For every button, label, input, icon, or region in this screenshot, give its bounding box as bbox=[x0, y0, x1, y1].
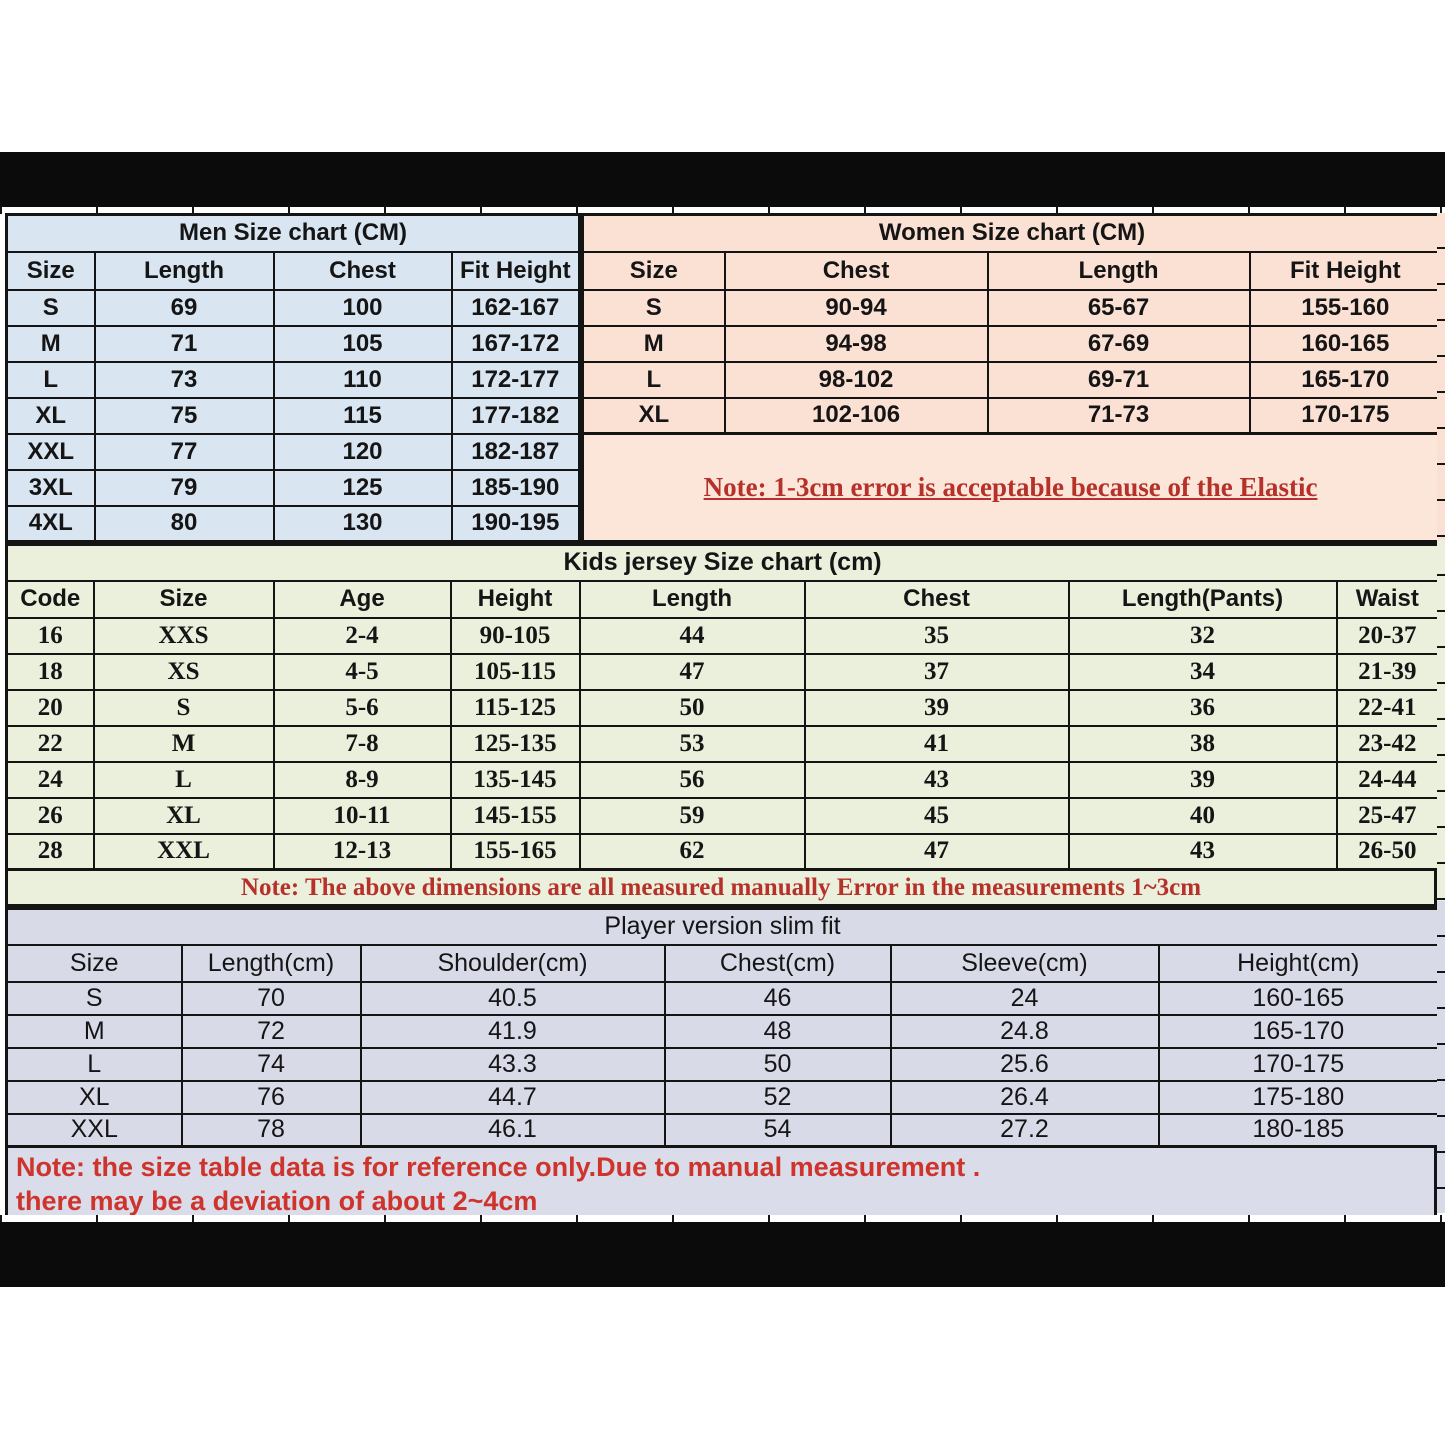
footer-note-line2: there may be a deviation of about 2~4cm bbox=[16, 1185, 538, 1216]
men-header-row bbox=[7, 252, 580, 290]
table-cell: 67-69 bbox=[988, 326, 1250, 362]
table-cell: 120 bbox=[274, 434, 452, 470]
table-row bbox=[7, 326, 580, 362]
table-cell: M bbox=[7, 326, 95, 362]
table-cell: 50 bbox=[665, 1048, 891, 1081]
table-cell: S bbox=[7, 982, 182, 1015]
table-cell: 125 bbox=[274, 470, 452, 506]
table-row bbox=[7, 434, 580, 470]
table-cell: 135-145 bbox=[451, 762, 580, 798]
table-cell: 145-155 bbox=[451, 798, 580, 834]
men-table-title: Men Size chart (CM) bbox=[7, 215, 580, 252]
table-cell: 45 bbox=[805, 798, 1069, 834]
table-cell: 125-135 bbox=[451, 726, 580, 762]
table-row bbox=[7, 362, 580, 398]
table-cell: 10-11 bbox=[274, 798, 451, 834]
table-cell: 75 bbox=[95, 398, 274, 434]
table-cell: 43 bbox=[1069, 834, 1337, 870]
table-cell: 39 bbox=[805, 690, 1069, 726]
table-cell: 59 bbox=[580, 798, 805, 834]
table-cell: 4-5 bbox=[274, 654, 451, 690]
table-cell: 4XL bbox=[7, 506, 95, 542]
table-cell: XS bbox=[94, 654, 274, 690]
table-cell: 69 bbox=[95, 290, 274, 326]
kids-header-row bbox=[7, 581, 1439, 618]
table-cell: 130 bbox=[274, 506, 452, 542]
table-cell: 40.5 bbox=[361, 982, 665, 1015]
column-header: Size bbox=[94, 581, 274, 618]
table-row bbox=[7, 1048, 1439, 1081]
table-cell: 115-125 bbox=[451, 690, 580, 726]
table-cell: M bbox=[94, 726, 274, 762]
table-row bbox=[7, 1081, 1439, 1114]
table-cell: L bbox=[7, 362, 95, 398]
table-row bbox=[7, 618, 1439, 654]
table-row bbox=[7, 726, 1439, 762]
size-tables bbox=[5, 213, 1437, 1222]
table-cell: 165-170 bbox=[1159, 1015, 1439, 1048]
table-cell: 72 bbox=[182, 1015, 361, 1048]
men-table-body bbox=[7, 290, 580, 542]
column-header: Chest bbox=[274, 252, 452, 290]
player-header-row bbox=[7, 945, 1439, 982]
women-table-body bbox=[583, 290, 1442, 434]
bottom-black-bar bbox=[0, 1222, 1445, 1287]
table-cell: 44 bbox=[580, 618, 805, 654]
table-cell: S bbox=[583, 290, 725, 326]
table-cell: 155-165 bbox=[451, 834, 580, 870]
table-row bbox=[583, 326, 1442, 362]
table-cell: 105-115 bbox=[451, 654, 580, 690]
table-row bbox=[7, 398, 580, 434]
column-header: Size bbox=[7, 945, 182, 982]
column-header: Height bbox=[451, 581, 580, 618]
table-cell: 50 bbox=[580, 690, 805, 726]
table-row bbox=[7, 834, 1439, 870]
table-cell: 77 bbox=[95, 434, 274, 470]
table-cell: 23-42 bbox=[1337, 726, 1439, 762]
table-cell: 160-165 bbox=[1250, 326, 1442, 362]
table-row bbox=[7, 654, 1439, 690]
column-header: Fit Height bbox=[452, 252, 580, 290]
table-cell: 78 bbox=[182, 1114, 361, 1147]
table-cell: S bbox=[94, 690, 274, 726]
table-row bbox=[7, 506, 580, 542]
kids-size-table bbox=[5, 543, 1440, 871]
kids-measurement-note: Note: The above dimensions are all measured manually Error in the measurements 1~3cm bbox=[5, 871, 1437, 907]
table-row bbox=[7, 982, 1439, 1015]
column-header: Length bbox=[580, 581, 805, 618]
table-cell: 162-167 bbox=[452, 290, 580, 326]
table-cell: 175-180 bbox=[1159, 1081, 1439, 1114]
table-cell: 74 bbox=[182, 1048, 361, 1081]
table-cell: 24.8 bbox=[891, 1015, 1159, 1048]
table-cell: 94-98 bbox=[725, 326, 988, 362]
column-header: Length(Pants) bbox=[1069, 581, 1337, 618]
table-cell: 41.9 bbox=[361, 1015, 665, 1048]
table-cell: 40 bbox=[1069, 798, 1337, 834]
column-header: Height(cm) bbox=[1159, 945, 1439, 982]
table-cell: XXL bbox=[94, 834, 274, 870]
column-header: Age bbox=[274, 581, 451, 618]
table-cell: 70 bbox=[182, 982, 361, 1015]
table-cell: M bbox=[7, 1015, 182, 1048]
table-row bbox=[7, 762, 1439, 798]
table-row bbox=[7, 1114, 1439, 1147]
table-cell: 43.3 bbox=[361, 1048, 665, 1081]
table-cell: XL bbox=[7, 398, 95, 434]
table-cell: 76 bbox=[182, 1081, 361, 1114]
table-cell: 105 bbox=[274, 326, 452, 362]
table-cell: 110 bbox=[274, 362, 452, 398]
women-size-table bbox=[581, 213, 1443, 435]
table-cell: 2-4 bbox=[274, 618, 451, 654]
table-cell: XL bbox=[94, 798, 274, 834]
column-header: Chest(cm) bbox=[665, 945, 891, 982]
table-cell: 165-170 bbox=[1250, 362, 1442, 398]
table-cell: 102-106 bbox=[725, 398, 988, 434]
table-cell: 190-195 bbox=[452, 506, 580, 542]
table-cell: 170-175 bbox=[1250, 398, 1442, 434]
table-row bbox=[583, 398, 1442, 434]
table-cell: 47 bbox=[805, 834, 1069, 870]
table-cell: 52 bbox=[665, 1081, 891, 1114]
column-header: Shoulder(cm) bbox=[361, 945, 665, 982]
table-cell: 37 bbox=[805, 654, 1069, 690]
table-cell: 46 bbox=[665, 982, 891, 1015]
kids-table-title: Kids jersey Size chart (cm) bbox=[7, 545, 1439, 581]
table-cell: 21-39 bbox=[1337, 654, 1439, 690]
kids-table-body bbox=[7, 618, 1439, 870]
table-cell: 167-172 bbox=[452, 326, 580, 362]
women-table-title: Women Size chart (CM) bbox=[583, 215, 1442, 252]
table-cell: 26 bbox=[7, 798, 94, 834]
table-cell: L bbox=[583, 362, 725, 398]
table-cell: 25.6 bbox=[891, 1048, 1159, 1081]
column-header: Waist bbox=[1337, 581, 1439, 618]
column-header: Length bbox=[95, 252, 274, 290]
table-cell: 22-41 bbox=[1337, 690, 1439, 726]
table-cell: 80 bbox=[95, 506, 274, 542]
women-header-row bbox=[583, 252, 1442, 290]
table-row bbox=[7, 1015, 1439, 1048]
table-cell: 12-13 bbox=[274, 834, 451, 870]
table-cell: 182-187 bbox=[452, 434, 580, 470]
table-cell: 180-185 bbox=[1159, 1114, 1439, 1147]
table-cell: L bbox=[94, 762, 274, 798]
right-edge-cells bbox=[1437, 213, 1445, 1213]
women-table-title-row bbox=[583, 215, 1442, 252]
table-cell: 98-102 bbox=[725, 362, 988, 398]
table-row bbox=[7, 798, 1439, 834]
table-cell: L bbox=[7, 1048, 182, 1081]
table-cell: 47 bbox=[580, 654, 805, 690]
player-table-body bbox=[7, 982, 1439, 1147]
table-row bbox=[7, 290, 580, 326]
footer-reference-note bbox=[5, 1148, 1437, 1222]
player-table-title-row bbox=[7, 909, 1439, 945]
women-elastic-note: Note: 1-3cm error is acceptable because of the Elastic bbox=[581, 435, 1440, 543]
table-cell: 36 bbox=[1069, 690, 1337, 726]
women-section bbox=[581, 213, 1440, 543]
table-cell: 71-73 bbox=[988, 398, 1250, 434]
table-cell: XXL bbox=[7, 434, 95, 470]
right-edge-kids-cells bbox=[1437, 540, 1445, 901]
table-row bbox=[7, 470, 580, 506]
table-cell: 73 bbox=[95, 362, 274, 398]
men-women-row bbox=[5, 213, 1437, 543]
table-cell: 22 bbox=[7, 726, 94, 762]
table-cell: 32 bbox=[1069, 618, 1337, 654]
table-cell: 79 bbox=[95, 470, 274, 506]
table-cell: 38 bbox=[1069, 726, 1337, 762]
table-cell: 27.2 bbox=[891, 1114, 1159, 1147]
men-table-title-row bbox=[7, 215, 580, 252]
right-edge-women-cells bbox=[1437, 213, 1445, 540]
table-cell: 65-67 bbox=[988, 290, 1250, 326]
right-edge-player-cells bbox=[1437, 901, 1445, 1213]
table-cell: 71 bbox=[95, 326, 274, 362]
table-cell: 62 bbox=[580, 834, 805, 870]
table-cell: S bbox=[7, 290, 95, 326]
grid-strip-bottom bbox=[0, 1215, 1445, 1222]
table-cell: 8-9 bbox=[274, 762, 451, 798]
table-cell: 34 bbox=[1069, 654, 1337, 690]
column-header: Code bbox=[7, 581, 94, 618]
top-black-bar bbox=[0, 152, 1445, 207]
column-header: Chest bbox=[725, 252, 988, 290]
table-cell: 35 bbox=[805, 618, 1069, 654]
player-size-table bbox=[5, 907, 1440, 1148]
column-header: Fit Height bbox=[1250, 252, 1442, 290]
table-cell: 185-190 bbox=[452, 470, 580, 506]
table-cell: XL bbox=[7, 1081, 182, 1114]
table-cell: 69-71 bbox=[988, 362, 1250, 398]
table-cell: 3XL bbox=[7, 470, 95, 506]
table-cell: 155-160 bbox=[1250, 290, 1442, 326]
player-table-title: Player version slim fit bbox=[7, 909, 1439, 945]
table-cell: XL bbox=[583, 398, 725, 434]
footer-note-line1: Note: the size table data is for reference only.Due to manual measurement . bbox=[16, 1151, 981, 1182]
table-cell: 46.1 bbox=[361, 1114, 665, 1147]
table-cell: 16 bbox=[7, 618, 94, 654]
table-cell: 90-105 bbox=[451, 618, 580, 654]
table-cell: 90-94 bbox=[725, 290, 988, 326]
column-header: Size bbox=[583, 252, 725, 290]
column-header: Length(cm) bbox=[182, 945, 361, 982]
table-cell: 170-175 bbox=[1159, 1048, 1439, 1081]
table-cell: 20-37 bbox=[1337, 618, 1439, 654]
table-cell: 24 bbox=[891, 982, 1159, 1015]
table-cell: 26.4 bbox=[891, 1081, 1159, 1114]
table-row bbox=[7, 690, 1439, 726]
table-row bbox=[583, 290, 1442, 326]
table-cell: 115 bbox=[274, 398, 452, 434]
table-cell: 28 bbox=[7, 834, 94, 870]
table-cell: 172-177 bbox=[452, 362, 580, 398]
table-cell: 26-50 bbox=[1337, 834, 1439, 870]
table-cell: 160-165 bbox=[1159, 982, 1439, 1015]
men-size-table bbox=[5, 213, 581, 543]
table-cell: 177-182 bbox=[452, 398, 580, 434]
table-cell: 18 bbox=[7, 654, 94, 690]
column-header: Sleeve(cm) bbox=[891, 945, 1159, 982]
table-cell: M bbox=[583, 326, 725, 362]
table-cell: 43 bbox=[805, 762, 1069, 798]
table-cell: 53 bbox=[580, 726, 805, 762]
table-row bbox=[583, 362, 1442, 398]
column-header: Chest bbox=[805, 581, 1069, 618]
column-header: Size bbox=[7, 252, 95, 290]
table-cell: 7-8 bbox=[274, 726, 451, 762]
table-cell: 24-44 bbox=[1337, 762, 1439, 798]
table-cell: 5-6 bbox=[274, 690, 451, 726]
table-cell: 54 bbox=[665, 1114, 891, 1147]
table-cell: 56 bbox=[580, 762, 805, 798]
table-cell: 44.7 bbox=[361, 1081, 665, 1114]
kids-table-title-row bbox=[7, 545, 1439, 581]
table-cell: 24 bbox=[7, 762, 94, 798]
table-cell: 20 bbox=[7, 690, 94, 726]
table-cell: XXL bbox=[7, 1114, 182, 1147]
table-cell: 39 bbox=[1069, 762, 1337, 798]
table-cell: 48 bbox=[665, 1015, 891, 1048]
column-header: Length bbox=[988, 252, 1250, 290]
table-cell: 41 bbox=[805, 726, 1069, 762]
table-cell: XXS bbox=[94, 618, 274, 654]
table-cell: 100 bbox=[274, 290, 452, 326]
table-cell: 25-47 bbox=[1337, 798, 1439, 834]
